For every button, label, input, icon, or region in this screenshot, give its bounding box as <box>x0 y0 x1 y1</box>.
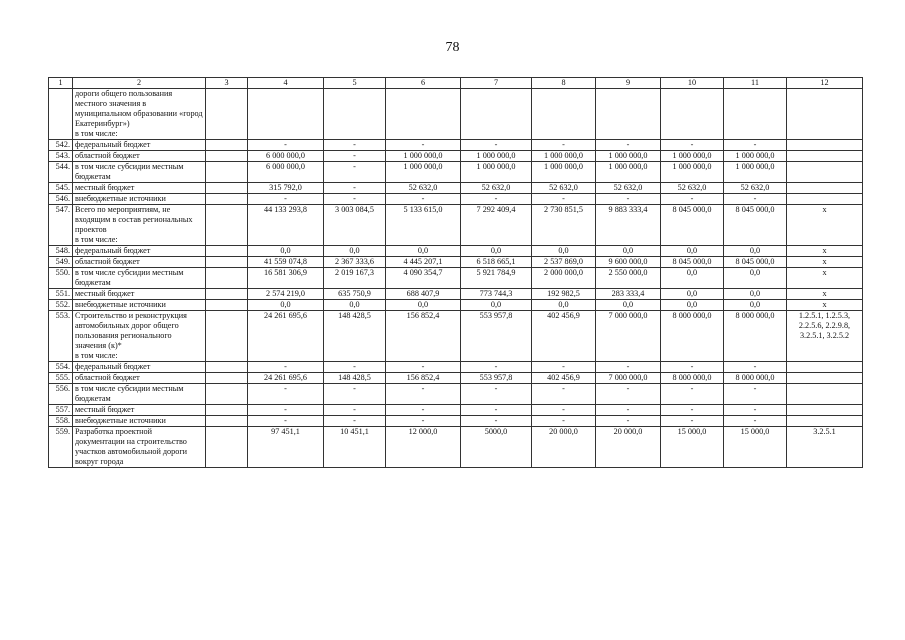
value-cell: 24 261 695,6 <box>248 373 324 384</box>
value-cell: - <box>461 194 532 205</box>
value-cell: - <box>596 416 661 427</box>
code-cell <box>787 162 863 183</box>
value-cell: - <box>661 416 724 427</box>
value-cell <box>386 89 461 140</box>
value-cell: 52 632,0 <box>661 183 724 194</box>
table-row <box>49 373 863 384</box>
table-row <box>49 89 863 140</box>
row-name: в том числе субсидии местным бюджетам <box>73 268 206 289</box>
value-cell: 20 000,0 <box>596 427 661 468</box>
row-number: 556. <box>49 384 73 405</box>
value-cell: 156 852,4 <box>386 311 461 362</box>
value-cell: - <box>532 140 596 151</box>
value-cell: 0,0 <box>532 300 596 311</box>
row-name: федеральный бюджет <box>73 362 206 373</box>
value-cell: - <box>461 384 532 405</box>
value-cell: - <box>461 405 532 416</box>
code-cell <box>787 373 863 384</box>
value-cell: - <box>461 416 532 427</box>
table-row <box>49 151 863 162</box>
row-name: местный бюджет <box>73 405 206 416</box>
header-cell: 12 <box>787 78 863 89</box>
value-cell: - <box>532 405 596 416</box>
table-row <box>49 405 863 416</box>
code-cell <box>787 140 863 151</box>
page-number: 78 <box>445 40 460 55</box>
value-cell: 688 407,9 <box>386 289 461 300</box>
value-cell: - <box>724 416 787 427</box>
value-cell: - <box>324 384 386 405</box>
value-cell: 2 574 219,0 <box>248 289 324 300</box>
value-cell: - <box>324 162 386 183</box>
value-cell: 2 367 333,6 <box>324 257 386 268</box>
value-cell: - <box>386 362 461 373</box>
value-cell: 8 045 000,0 <box>661 205 724 246</box>
value-cell <box>532 89 596 140</box>
value-cell: - <box>596 384 661 405</box>
value-cell: - <box>461 140 532 151</box>
row-number: 550. <box>49 268 73 289</box>
value-cell <box>324 89 386 140</box>
value-cell: 402 456,9 <box>532 373 596 384</box>
value-cell <box>461 89 532 140</box>
value-cell: 20 000,0 <box>532 427 596 468</box>
row-name: местный бюджет <box>73 183 206 194</box>
col-3-cell <box>206 89 248 140</box>
value-cell <box>661 89 724 140</box>
value-cell: 6 000 000,0 <box>248 151 324 162</box>
value-cell: - <box>248 405 324 416</box>
col-3-cell <box>206 246 248 257</box>
value-cell: 1 000 000,0 <box>386 162 461 183</box>
row-name: Всего по мероприятиям, не входящим в состав региональных проектов в том числе: <box>73 205 206 246</box>
value-cell: 0,0 <box>724 246 787 257</box>
value-cell: 52 632,0 <box>461 183 532 194</box>
col-3-cell <box>206 162 248 183</box>
table-row <box>49 140 863 151</box>
col-3-cell <box>206 416 248 427</box>
row-number: 559. <box>49 427 73 468</box>
value-cell: - <box>324 183 386 194</box>
col-3-cell <box>206 405 248 416</box>
value-cell: 8 000 000,0 <box>661 373 724 384</box>
code-cell: x <box>787 268 863 289</box>
table-row <box>49 362 863 373</box>
value-cell: 1 000 000,0 <box>532 162 596 183</box>
code-cell <box>787 384 863 405</box>
value-cell: 8 000 000,0 <box>661 311 724 362</box>
value-cell: 1 000 000,0 <box>724 162 787 183</box>
row-name: в том числе субсидии местным бюджетам <box>73 162 206 183</box>
value-cell: 52 632,0 <box>532 183 596 194</box>
value-cell: 0,0 <box>661 246 724 257</box>
value-cell: 635 750,9 <box>324 289 386 300</box>
value-cell: 553 957,8 <box>461 311 532 362</box>
row-name: Строительство и реконструкция автомобильных дорог общего пользования регионального значения (к)* в том числе: <box>73 311 206 362</box>
value-cell: - <box>248 140 324 151</box>
value-cell: - <box>596 362 661 373</box>
value-cell: 5 133 615,0 <box>386 205 461 246</box>
value-cell: 0,0 <box>248 246 324 257</box>
value-cell: 97 451,1 <box>248 427 324 468</box>
value-cell: 0,0 <box>724 289 787 300</box>
value-cell: - <box>248 416 324 427</box>
value-cell: - <box>532 362 596 373</box>
value-cell: 1 000 000,0 <box>661 162 724 183</box>
header-row <box>49 78 863 89</box>
value-cell: 12 000,0 <box>386 427 461 468</box>
value-cell: - <box>386 194 461 205</box>
value-cell: 6 518 665,1 <box>461 257 532 268</box>
value-cell: 0,0 <box>661 300 724 311</box>
value-cell: 44 133 293,8 <box>248 205 324 246</box>
value-cell: 7 000 000,0 <box>596 311 661 362</box>
value-cell: 1 000 000,0 <box>532 151 596 162</box>
table-row <box>49 205 863 246</box>
value-cell: - <box>724 362 787 373</box>
value-cell: 148 428,5 <box>324 311 386 362</box>
row-name: внебюджетные источники <box>73 416 206 427</box>
header-cell: 11 <box>724 78 787 89</box>
row-number: 553. <box>49 311 73 362</box>
col-3-cell <box>206 373 248 384</box>
value-cell: - <box>386 384 461 405</box>
table-row <box>49 162 863 183</box>
value-cell: 283 333,4 <box>596 289 661 300</box>
value-cell: 553 957,8 <box>461 373 532 384</box>
value-cell: - <box>661 194 724 205</box>
row-number: 555. <box>49 373 73 384</box>
value-cell: - <box>386 140 461 151</box>
table-row <box>49 246 863 257</box>
value-cell: 8 045 000,0 <box>661 257 724 268</box>
value-cell: 0,0 <box>724 300 787 311</box>
value-cell: - <box>724 194 787 205</box>
value-cell: - <box>724 384 787 405</box>
value-cell: - <box>532 416 596 427</box>
row-number: 546. <box>49 194 73 205</box>
budget-table <box>48 77 863 468</box>
header-cell: 5 <box>324 78 386 89</box>
col-3-cell <box>206 362 248 373</box>
row-name: внебюджетные источники <box>73 194 206 205</box>
row-number: 549. <box>49 257 73 268</box>
table-row <box>49 416 863 427</box>
value-cell: 402 456,9 <box>532 311 596 362</box>
value-cell: - <box>324 416 386 427</box>
row-number: 548. <box>49 246 73 257</box>
row-number: 551. <box>49 289 73 300</box>
col-3-cell <box>206 300 248 311</box>
row-name: областной бюджет <box>73 151 206 162</box>
value-cell: - <box>324 405 386 416</box>
code-cell: x <box>787 289 863 300</box>
value-cell <box>596 89 661 140</box>
value-cell: 1 000 000,0 <box>461 162 532 183</box>
value-cell: 2 730 851,5 <box>532 205 596 246</box>
value-cell: 52 632,0 <box>596 183 661 194</box>
value-cell: - <box>248 384 324 405</box>
value-cell: 0,0 <box>386 246 461 257</box>
value-cell: 10 451,1 <box>324 427 386 468</box>
col-3-cell <box>206 205 248 246</box>
value-cell: - <box>596 405 661 416</box>
row-name: местный бюджет <box>73 289 206 300</box>
value-cell: 2 550 000,0 <box>596 268 661 289</box>
value-cell: - <box>596 194 661 205</box>
value-cell: 5 921 784,9 <box>461 268 532 289</box>
value-cell: - <box>661 362 724 373</box>
header-cell: 6 <box>386 78 461 89</box>
table-row <box>49 289 863 300</box>
table-row <box>49 257 863 268</box>
row-number: 544. <box>49 162 73 183</box>
value-cell: 0,0 <box>461 246 532 257</box>
row-name: внебюджетные источники <box>73 300 206 311</box>
value-cell: - <box>724 405 787 416</box>
value-cell: 192 982,5 <box>532 289 596 300</box>
value-cell: 1 000 000,0 <box>596 162 661 183</box>
value-cell: 5000,0 <box>461 427 532 468</box>
value-cell: 6 000 000,0 <box>248 162 324 183</box>
value-cell: 8 000 000,0 <box>724 373 787 384</box>
col-3-cell <box>206 257 248 268</box>
row-number: 554. <box>49 362 73 373</box>
value-cell: 24 261 695,6 <box>248 311 324 362</box>
header-cell: 3 <box>206 78 248 89</box>
value-cell: - <box>661 384 724 405</box>
value-cell: 7 000 000,0 <box>596 373 661 384</box>
value-cell: 8 000 000,0 <box>724 311 787 362</box>
code-cell: 1.2.5.1, 1.2.5.3, 2.2.5.6, 2.2.9.8, 3.2.5.1, 3.2.5.2 <box>787 311 863 362</box>
value-cell: 0,0 <box>386 300 461 311</box>
value-cell: - <box>324 151 386 162</box>
value-cell: - <box>386 416 461 427</box>
row-name: Разработка проектной документации на строительство участков автомобильной дороги вокруг города <box>73 427 206 468</box>
row-name: областной бюджет <box>73 373 206 384</box>
value-cell: 156 852,4 <box>386 373 461 384</box>
table-row <box>49 300 863 311</box>
value-cell: 0,0 <box>461 300 532 311</box>
value-cell: - <box>724 140 787 151</box>
value-cell: - <box>532 194 596 205</box>
value-cell: 41 559 074,8 <box>248 257 324 268</box>
header-cell: 7 <box>461 78 532 89</box>
value-cell: - <box>386 405 461 416</box>
value-cell: 2 000 000,0 <box>532 268 596 289</box>
value-cell <box>724 89 787 140</box>
code-cell: x <box>787 246 863 257</box>
value-cell: 0,0 <box>248 300 324 311</box>
header-cell: 2 <box>73 78 206 89</box>
table-row <box>49 384 863 405</box>
value-cell: 16 581 306,9 <box>248 268 324 289</box>
value-cell: - <box>461 362 532 373</box>
value-cell: 1 000 000,0 <box>661 151 724 162</box>
header-cell: 9 <box>596 78 661 89</box>
value-cell: 773 744,3 <box>461 289 532 300</box>
value-cell: 8 045 000,0 <box>724 205 787 246</box>
code-cell <box>787 183 863 194</box>
value-cell: 0,0 <box>596 246 661 257</box>
value-cell: 0,0 <box>724 268 787 289</box>
value-cell: 4 090 354,7 <box>386 268 461 289</box>
header-cell: 4 <box>248 78 324 89</box>
col-3-cell <box>206 183 248 194</box>
code-cell <box>787 194 863 205</box>
code-cell <box>787 362 863 373</box>
value-cell: 1 000 000,0 <box>386 151 461 162</box>
value-cell: 9 600 000,0 <box>596 257 661 268</box>
code-cell <box>787 89 863 140</box>
value-cell: - <box>661 405 724 416</box>
row-name: дороги общего пользования местного значения в муниципальном образовании «город Екатеринбург») в том числе: <box>73 89 206 140</box>
value-cell: 7 292 409,4 <box>461 205 532 246</box>
col-3-cell <box>206 151 248 162</box>
code-cell <box>787 151 863 162</box>
row-number: 558. <box>49 416 73 427</box>
header-cell: 1 <box>49 78 73 89</box>
value-cell: - <box>324 194 386 205</box>
value-cell: 0,0 <box>596 300 661 311</box>
value-cell: 15 000,0 <box>661 427 724 468</box>
col-3-cell <box>206 427 248 468</box>
col-3-cell <box>206 311 248 362</box>
code-cell <box>787 416 863 427</box>
row-number: 557. <box>49 405 73 416</box>
value-cell: 52 632,0 <box>386 183 461 194</box>
row-number <box>49 89 73 140</box>
code-cell: x <box>787 300 863 311</box>
value-cell: 52 632,0 <box>724 183 787 194</box>
value-cell: 0,0 <box>324 246 386 257</box>
row-number: 547. <box>49 205 73 246</box>
value-cell: 148 428,5 <box>324 373 386 384</box>
value-cell: - <box>248 194 324 205</box>
header-cell: 10 <box>661 78 724 89</box>
value-cell: - <box>248 362 324 373</box>
table-row <box>49 268 863 289</box>
col-3-cell <box>206 384 248 405</box>
table-row <box>49 194 863 205</box>
value-cell: 0,0 <box>661 268 724 289</box>
value-cell: 9 883 333,4 <box>596 205 661 246</box>
table-row <box>49 311 863 362</box>
row-number: 552. <box>49 300 73 311</box>
col-3-cell <box>206 140 248 151</box>
row-number: 545. <box>49 183 73 194</box>
header-cell: 8 <box>532 78 596 89</box>
code-cell: x <box>787 205 863 246</box>
value-cell: 2 537 869,0 <box>532 257 596 268</box>
value-cell: 315 792,0 <box>248 183 324 194</box>
value-cell: 1 000 000,0 <box>596 151 661 162</box>
row-name: областной бюджет <box>73 257 206 268</box>
row-name: федеральный бюджет <box>73 246 206 257</box>
value-cell: 8 045 000,0 <box>724 257 787 268</box>
value-cell: 15 000,0 <box>724 427 787 468</box>
code-cell: 3.2.5.1 <box>787 427 863 468</box>
code-cell <box>787 405 863 416</box>
value-cell: 0,0 <box>661 289 724 300</box>
value-cell: - <box>661 140 724 151</box>
value-cell: 1 000 000,0 <box>461 151 532 162</box>
value-cell: 0,0 <box>532 246 596 257</box>
col-3-cell <box>206 268 248 289</box>
value-cell: 2 019 167,3 <box>324 268 386 289</box>
value-cell: 3 003 084,5 <box>324 205 386 246</box>
row-name: в том числе субсидии местным бюджетам <box>73 384 206 405</box>
value-cell <box>248 89 324 140</box>
row-name: федеральный бюджет <box>73 140 206 151</box>
value-cell: 4 445 207,1 <box>386 257 461 268</box>
table-row <box>49 427 863 468</box>
value-cell: 0,0 <box>324 300 386 311</box>
value-cell: - <box>596 140 661 151</box>
value-cell: - <box>324 140 386 151</box>
value-cell: 1 000 000,0 <box>724 151 787 162</box>
table-row <box>49 183 863 194</box>
col-3-cell <box>206 194 248 205</box>
code-cell: x <box>787 257 863 268</box>
col-3-cell <box>206 289 248 300</box>
row-number: 542. <box>49 140 73 151</box>
row-number: 543. <box>49 151 73 162</box>
value-cell: - <box>324 362 386 373</box>
value-cell: - <box>532 384 596 405</box>
